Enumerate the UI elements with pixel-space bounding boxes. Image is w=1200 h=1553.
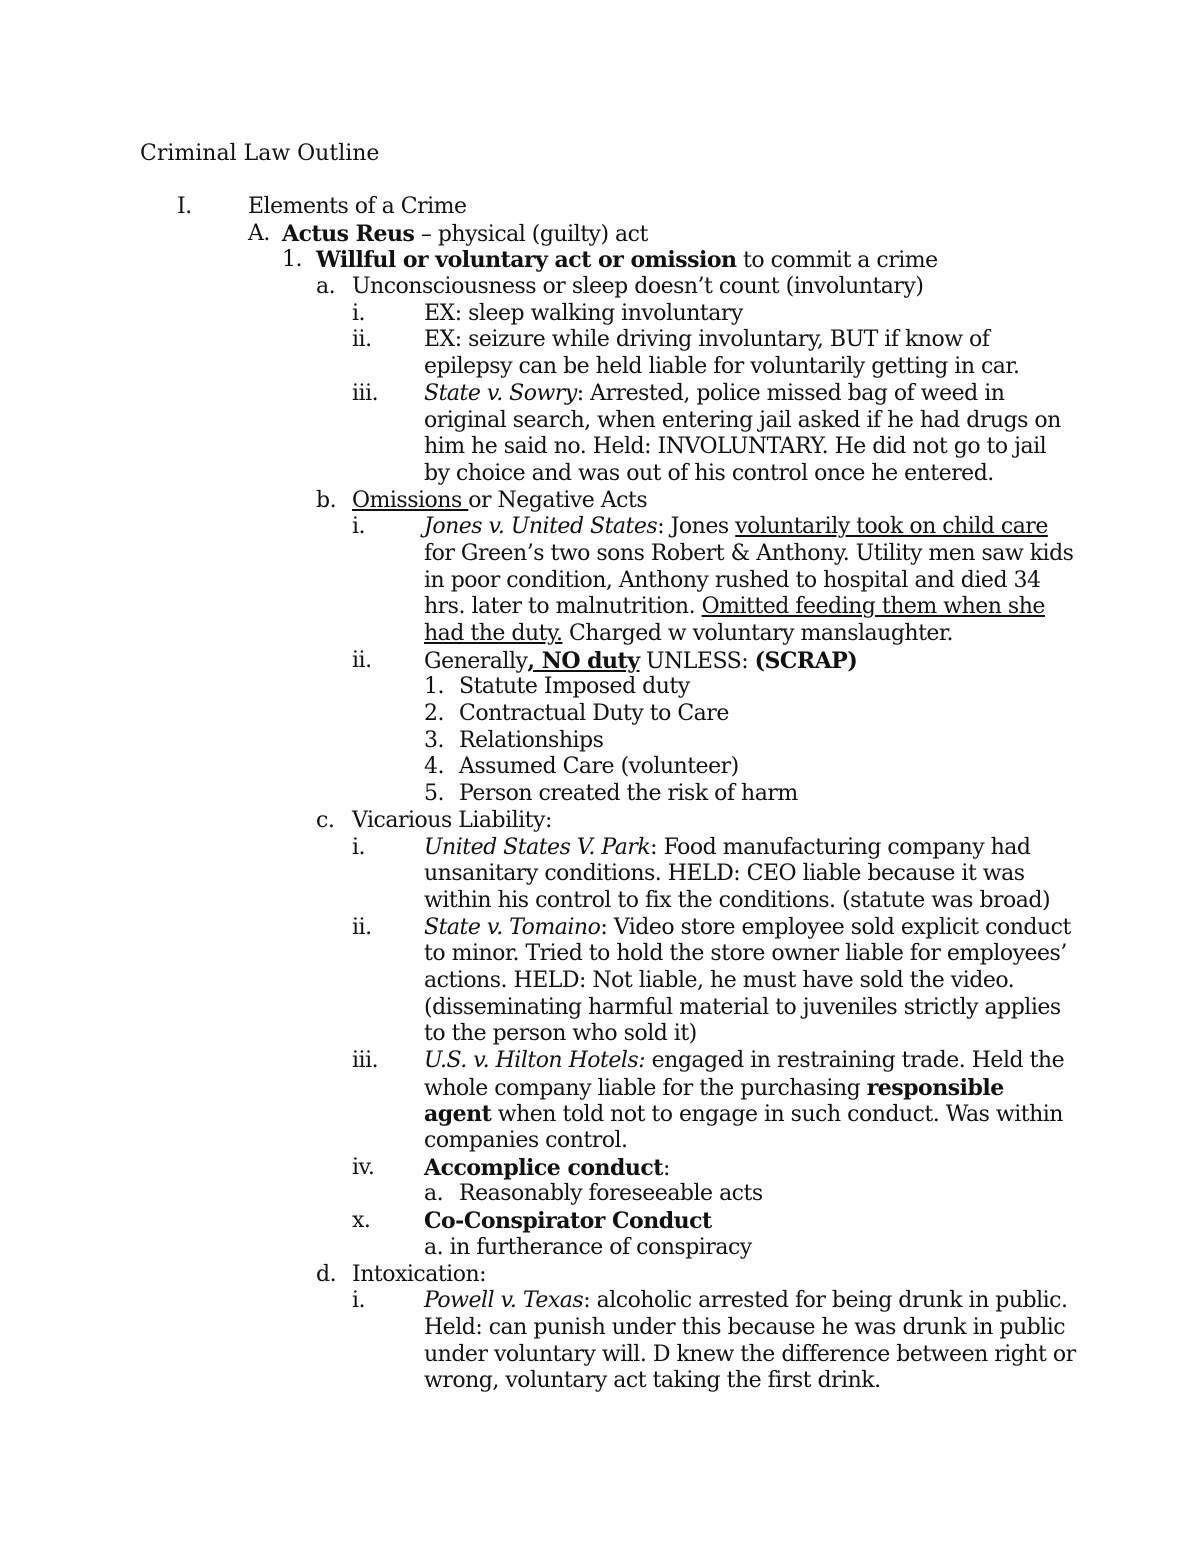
text: Statute Imposed duty [459, 674, 690, 700]
list-item [0, 1181, 1200, 1208]
continuation-line [0, 1101, 1200, 1128]
continuation-line [0, 461, 1200, 488]
outline-item-b-i [0, 514, 1200, 541]
continuation-line [0, 995, 1200, 1022]
list-item [0, 754, 1200, 781]
continuation-line [0, 408, 1200, 435]
text: EX: seizure while driving involuntary, BUT if know of [424, 327, 990, 353]
outline-item-d-i [0, 1288, 1200, 1315]
acronym: (SCRAP) [754, 647, 858, 674]
underlined-text: had the duty. [424, 621, 563, 646]
outline-item-c-x [0, 1208, 1200, 1235]
outline-item-b [0, 488, 1200, 515]
text: to minor. Tried to hold the store owner liable for employees’ [424, 941, 1067, 967]
marker: ii. [352, 914, 372, 940]
continuation-line [0, 861, 1200, 888]
text: Generally [424, 648, 528, 674]
continuation-line [0, 1075, 1200, 1102]
text: a. in furtherance of conspiracy [424, 1234, 752, 1260]
text: Intoxication: [352, 1261, 487, 1287]
text: Relationships [459, 727, 604, 753]
list-item [0, 701, 1200, 728]
outline-item-d [0, 1262, 1200, 1289]
continuation-line [0, 968, 1200, 995]
text: Held: can punish under this because he was drunk in public [424, 1314, 1066, 1340]
underlined-text: Omissions [352, 487, 469, 513]
text: Reasonably foreseeable acts [459, 1181, 763, 1207]
outline-item-c [0, 808, 1200, 835]
list-item [0, 781, 1200, 808]
case-name: State v. Sowry [424, 380, 577, 406]
text: to commit a crime [736, 248, 938, 274]
case-name: United States V. Park [424, 834, 651, 860]
continuation-line [0, 1315, 1200, 1342]
outline-item-c-i [0, 835, 1200, 862]
outline-item-a-i [0, 301, 1200, 328]
document-title: Criminal Law Outline [140, 141, 380, 166]
marker: c. [316, 807, 335, 833]
text: companies control. [424, 1128, 628, 1154]
continuation-line [0, 888, 1200, 915]
text: : Food manufacturing company had [650, 834, 1031, 860]
marker: iv. [352, 1154, 375, 1180]
marker: i. [352, 1288, 366, 1314]
text: for Green’s two sons Robert & Anthony. Utility men saw kids [424, 540, 1074, 566]
continuation-line [0, 941, 1200, 968]
term-actus-reus: Actus Reus [282, 220, 415, 247]
underlined-text: voluntarily took on child care [735, 514, 1048, 540]
definition: – physical (guilty) act [414, 221, 648, 247]
marker: 3. [424, 727, 444, 753]
continuation-line [0, 1368, 1200, 1395]
marker: x. [352, 1208, 371, 1234]
continuation-line [0, 354, 1200, 381]
marker: A. [248, 220, 270, 246]
marker: 1. [282, 247, 302, 273]
marker: iii. [352, 380, 379, 406]
continuation-line [0, 1342, 1200, 1369]
bold-term: agent [424, 1101, 492, 1128]
case-name: U.S. v. Hilton Hotels: [424, 1048, 646, 1073]
continuation-line [0, 1128, 1200, 1155]
outline-item-b-ii [0, 648, 1200, 675]
marker: ii. [352, 327, 372, 353]
text: unsanitary conditions. HELD: CEO liable because it was [424, 861, 1025, 887]
outline-item-a-ii [0, 327, 1200, 354]
text: EX: sleep walking involuntary [424, 300, 743, 326]
outline-item-a [0, 274, 1200, 301]
bold-term: Accomplice conduct [424, 1154, 663, 1181]
text: : Arrested, police missed bag of weed in [576, 380, 1005, 406]
continuation-line [0, 568, 1200, 595]
text: Contractual Duty to Care [459, 701, 729, 727]
text: UNLESS: [639, 648, 755, 674]
text: Vicarious Liability: [352, 807, 552, 833]
continuation-line [0, 621, 1200, 648]
marker: i. [352, 300, 366, 326]
text: Assumed Care (volunteer) [459, 754, 739, 780]
outline-item-a-iii [0, 381, 1200, 408]
text: actions. HELD: Not liable, he must have sold the video. [424, 967, 1015, 993]
marker: 5. [424, 781, 444, 807]
underlined-text: Omitted feeding them when she [701, 594, 1045, 620]
continuation-line [0, 1021, 1200, 1048]
section-heading: Elements of a Crime [248, 194, 467, 219]
outline-item-c-ii [0, 915, 1200, 942]
text: wrong, voluntary act taking the first drink. [424, 1368, 881, 1394]
marker: d. [316, 1261, 337, 1287]
text: within his control to fix the conditions. (statute was broad) [424, 887, 1051, 913]
marker: I. [177, 194, 192, 219]
text: under voluntary will. D knew the difference between right or [424, 1341, 1076, 1367]
text: when told not to engage in such conduct. Was within [491, 1102, 1063, 1128]
case-name: Jones v. United States [424, 514, 658, 540]
text: : Jones [657, 514, 736, 540]
text: original search, when entering jail asked if he had drugs on [424, 407, 1061, 433]
outline-item-c-iv [0, 1155, 1200, 1182]
text: or Negative Acts [468, 487, 648, 513]
marker: 1. [424, 674, 444, 700]
text: whole company liable for the purchasing [424, 1075, 867, 1101]
case-name: Powell v. Texas [424, 1288, 584, 1314]
text: (disseminating harmful material to juveniles strictly applies [424, 994, 1061, 1020]
outline-item-c-iii [0, 1048, 1200, 1075]
marker: i. [352, 834, 366, 860]
text: Unconsciousness or sleep doesn’t count (involuntary) [352, 274, 924, 300]
text: to the person who sold it) [424, 1021, 697, 1047]
text: epilepsy can be held liable for voluntarily getting in car. [424, 354, 1020, 380]
list-item [0, 1235, 1200, 1262]
outline [0, 194, 1200, 1395]
term-willful: Willful or voluntary act or omission [316, 247, 737, 274]
outline-item-I [0, 194, 1200, 221]
text: : [662, 1155, 670, 1181]
text: : alcoholic arrested for being drunk in public. [583, 1288, 1068, 1314]
continuation-line [0, 434, 1200, 461]
case-name: State v. Tomaino [424, 914, 601, 940]
marker: b. [316, 487, 337, 513]
text: Person created the risk of harm [459, 781, 798, 807]
outline-item-A [0, 221, 1200, 248]
continuation-line [0, 594, 1200, 621]
text: engaged in restraining trade. Held the [645, 1048, 1065, 1073]
text: Charged w voluntary manslaughter. [562, 621, 954, 646]
marker: ii. [352, 647, 372, 673]
underlined-bold-text: , NO duty [527, 647, 640, 674]
bold-term: responsible [866, 1074, 1004, 1101]
marker: a. [316, 274, 336, 300]
text: him he said no. Held: INVOLUNTARY. He did not go to jail [424, 434, 1047, 460]
text: : Video store employee sold explicit conduct [600, 914, 1071, 940]
bold-term: Co-Conspirator Conduct [424, 1208, 712, 1235]
marker: i. [352, 514, 366, 540]
text: in poor condition, Anthony rushed to hospital and died 34 [424, 567, 1041, 593]
list-item [0, 674, 1200, 701]
marker: 4. [424, 754, 444, 780]
marker: iii. [352, 1048, 379, 1073]
marker: 2. [424, 701, 444, 727]
list-item [0, 728, 1200, 755]
text: by choice and was out of his control once he entered. [424, 460, 994, 486]
outline-item-1 [0, 247, 1200, 274]
text: hrs. later to malnutrition. [424, 594, 702, 620]
marker: a. [424, 1181, 444, 1207]
continuation-line [0, 541, 1200, 568]
